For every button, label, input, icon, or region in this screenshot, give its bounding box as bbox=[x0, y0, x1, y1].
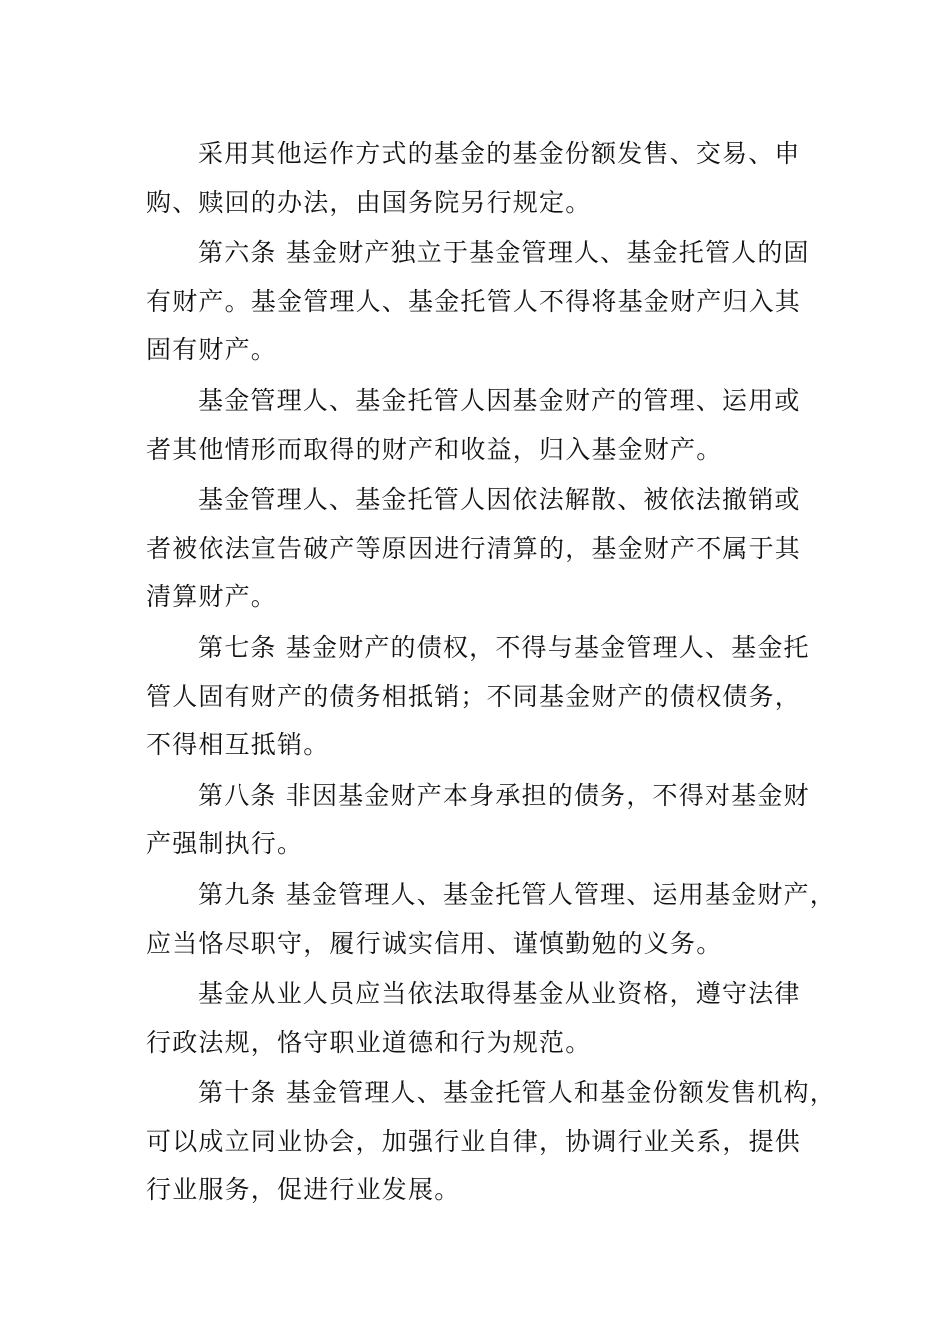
paragraph-3 bbox=[146, 377, 810, 474]
paragraph-line: 第十条 基金管理人、基金托管人和基金份额发售机构， bbox=[198, 1078, 836, 1108]
paragraph-line: 应当恪尽职守，履行诚实信用、谨慎勤勉的义务。 bbox=[146, 928, 723, 958]
article-7 bbox=[146, 624, 810, 770]
article-6 bbox=[146, 229, 810, 375]
paragraph-4 bbox=[146, 476, 810, 622]
paragraph-line: 者被依法宣告破产等原因进行清算的，基金财产不属于其 bbox=[146, 533, 802, 563]
paragraph-line: 不得相互抵销。 bbox=[146, 730, 330, 760]
paragraph-1 bbox=[146, 130, 810, 227]
paragraph-line: 基金管理人、基金托管人因依法解散、被依法撤销或 bbox=[198, 485, 801, 515]
article-9 bbox=[146, 871, 836, 968]
paragraph-line: 管人固有财产的债务相抵销；不同基金财产的债权债务， bbox=[146, 681, 802, 711]
paragraph-line: 有财产。基金管理人、基金托管人不得将基金财产归入其 bbox=[146, 286, 802, 316]
paragraph-line: 购、赎回的办法，由国务院另行规定。 bbox=[146, 187, 592, 217]
article-8 bbox=[146, 772, 810, 869]
document-body bbox=[146, 130, 836, 1217]
paragraph-line: 基金从业人员应当依法取得基金从业资格，遵守法律 bbox=[198, 979, 801, 1009]
paragraph-line: 行政法规，恪守职业道德和行为规范。 bbox=[146, 1027, 592, 1057]
paragraph-line: 清算财产。 bbox=[146, 582, 278, 612]
paragraph-line: 可以成立同业协会，加强行业自律，协调行业关系，提供 bbox=[146, 1126, 802, 1156]
paragraph-line: 行业服务，促进行业发展。 bbox=[146, 1175, 461, 1205]
paragraph-line: 产强制执行。 bbox=[146, 829, 304, 859]
paragraph-line: 第八条 非因基金财产本身承担的债务，不得对基金财 bbox=[198, 780, 810, 810]
paragraph-line: 者其他情形而取得的财产和收益，归入基金财产。 bbox=[146, 434, 723, 464]
paragraph-line: 第六条 基金财产独立于基金管理人、基金托管人的固 bbox=[198, 238, 810, 268]
paragraph-8 bbox=[146, 970, 810, 1067]
paragraph-line: 第七条 基金财产的债权，不得与基金管理人、基金托 bbox=[198, 632, 810, 662]
paragraph-line: 第九条 基金管理人、基金托管人管理、运用基金财产， bbox=[198, 879, 836, 909]
paragraph-line: 基金管理人、基金托管人因基金财产的管理、运用或 bbox=[198, 385, 801, 415]
paragraph-line: 采用其他运作方式的基金的基金份额发售、交易、申 bbox=[198, 139, 801, 168]
article-10 bbox=[146, 1069, 836, 1215]
paragraph-line: 固有财产。 bbox=[146, 335, 278, 365]
